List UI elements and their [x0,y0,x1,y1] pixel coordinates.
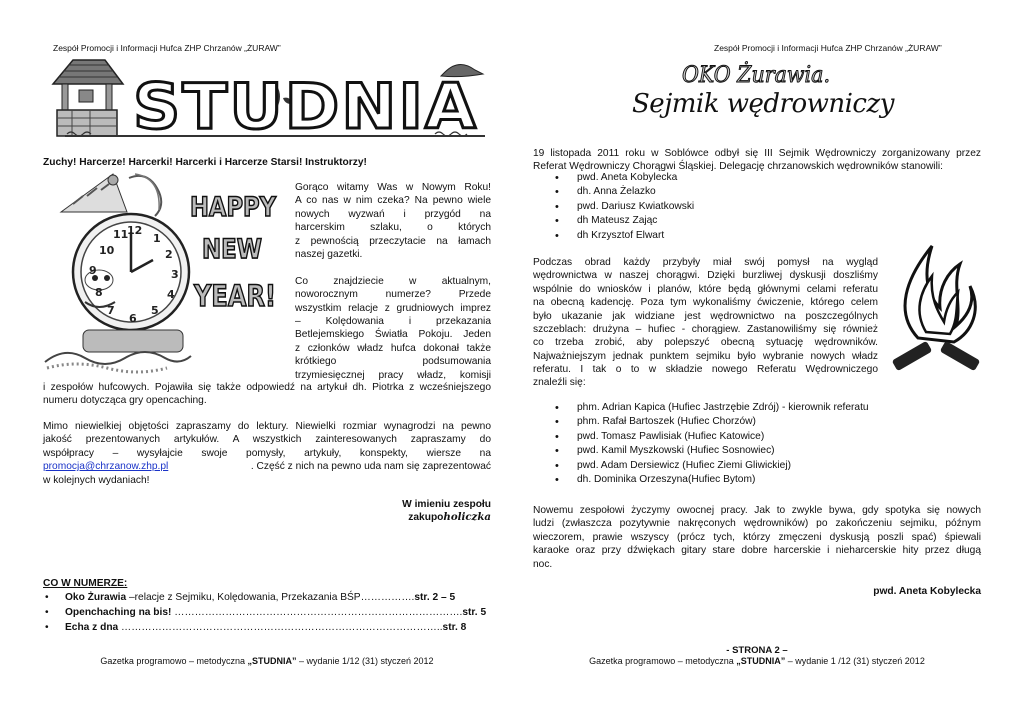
text-line: nowych wyzwań i przygód na [295,208,491,220]
toc-item [43,620,491,635]
toc-item [43,590,491,605]
referat-members-list [533,401,973,487]
text-line: co trzeba zrobić, aby polepszyć obecną sytuację wędrowników. [533,337,878,349]
year-word: YEAR! [193,279,276,313]
clock-number: 3 [171,268,179,281]
toc-page: str. 5 [462,607,487,619]
text-span: . Część z nich na pewno uda nam się zaprezentować [250,461,491,473]
toc-dots: …………………………………………………………………………. [171,607,463,619]
list-item: • pwd. Aneta Kobylecka [533,171,973,185]
text-line: referatu. I tak o to w składzie nowego Referatu Wędrowniczego [533,364,878,375]
toc-page: str. 8 [442,622,467,634]
text-line: naszej gazetki. [295,249,363,261]
kicker-text: OKO Żurawia. [682,63,840,88]
clock-number: 8 [95,286,103,299]
signature-italic: holiczka [443,511,491,524]
campfire-illustration [888,242,982,382]
happy-word: HAPPY [190,192,277,223]
article-author: pwd. Aneta Kobylecka [873,586,981,597]
footer-text: – wydanie 1/12 (31) styczeń 2012 [296,656,434,666]
clock-number: 11 [113,228,129,241]
toc-item [43,605,491,620]
article-intro [533,147,981,174]
clock-number: 1 [153,232,161,245]
list-item: • phm. Adrian Kapica (Hufiec Jastrzębie Zdrój) - kierownik referatu [533,401,973,415]
studnia-masthead [45,54,490,146]
signature-line [291,511,491,524]
campfire-icon [888,242,982,382]
left-header: Zespół Promocji i Informacji Hufca ZHP Chrzanów „ŻURAW” [53,43,281,53]
text-line [295,261,491,274]
text-line: noworocznym numerze? Przede [295,289,491,301]
footer-bold: „STUDNIA” [736,656,786,666]
happy-new-year-lettering [188,184,280,318]
toc-dots: ………………………………………………………………………………….. [118,622,443,634]
oko-zurawia-logo [680,58,840,88]
toc-desc: –relacje z Sejmiku, Kolędowania, Przekazania BŚP [126,592,361,604]
text-line: w kolejnych wydaniach! [43,474,150,486]
invitation-paragraph [43,420,491,487]
text-line: współpracy – wysyłajcie swoje pomysły, artykuły, konspekty, wiersze na [43,447,491,459]
toc-page: str. 2 – 5 [414,592,456,604]
signature-text: zakupo [408,512,444,524]
list-item: • pwd. Tomasz Pawlisiak (Hufiec Katowice) [533,430,973,444]
clock-number: 7 [107,304,115,317]
clock-icon [43,172,193,372]
text-line: Mimo niewielkiej objętości zapraszamy do lektury. Niewielki rozmiar wynagrodzi na pewno [43,421,491,432]
happy-new-year-icon [188,184,280,318]
text-line: na obecną kadencję. Poza tym wykonaliśmy ćwiczenie, którego celem [533,297,878,309]
text-line: z pewnością przeczytacie na łamach [295,235,491,247]
list-item: • dh Krzysztof Elwart [533,229,973,243]
footer-text: – wydanie 1 /12 (31) styczeń 2012 [785,656,925,666]
text-line: Nowemu zespołowi życzymy owocnej pracy. Jak to zwykle bywa, gdy spotyka się nowych [533,505,981,516]
text-line: numeru dotycząca gry opencaching. [43,395,207,407]
table-of-contents [43,577,491,635]
text-line: jakość prezentowanych artykułów. A wszystkich zainteresowanych zapraszamy do [43,434,491,446]
text-line: ludzi (zwłaszcza pozytywnie nakręconych wędrowników) po zakończeniu sejmiku, późnym [533,518,981,530]
text-line: szczeblach: drużyna – hufiec - chorągiew. Zastanowiliśmy się również [533,324,878,336]
intro-continuation [43,381,491,408]
delegates-list [533,171,973,243]
clock-number: 2 [165,248,173,261]
clock-number: 4 [167,288,175,301]
toc-name: Echa z dna [65,622,119,634]
text-line: Referat Wędrowniczy Chorągwi Śląskiej. Delegację chrzanowskich wędrowników stanowili: [533,161,943,173]
well-logo-icon [45,54,490,146]
right-header: Zespół Promocji i Informacji Hufca ZHP Chrzanów „ŻURAW” [714,43,942,53]
text-line: – Kolędowania i przekazania [295,316,491,328]
email-link[interactable]: promocja@chrzanow.zhp.pl [43,461,169,473]
text-line: wspólnie do wniosków i planów, które będą głównymi celami referatu [533,283,878,295]
clock-number: 6 [129,312,137,325]
greeting-line: Zuchy! Harcerze! Harcerki! Harcerki i Harcerze Starsi! Instruktorzy! [43,157,367,168]
text-line: Betlejemskiego Światła Pokoju. Jeden [295,329,491,341]
footer-text: Gazetka programowo – metodyczna [589,656,737,666]
text-line: harcerskim szlaku, o których [295,222,491,234]
text-line: z członków władz hufca dokonał także [295,342,491,354]
text-line: było ukazanie jak widziane jest wędrownictwo na poszczególnych [533,310,878,322]
toc-title: CO W NUMERZE: [43,578,128,589]
oko-zurawia-icon [680,58,840,88]
text-line: karaoke oraz przy dźwiękach gitary stare dobre harcerskie i nieharcerskie hity przez długą [533,545,981,557]
text-line: i zespołów hufcowych. Pojawiła się także odpowiedź na artykuł dh. Piotrka z wcześniejszego [43,382,491,393]
clock-number: 10 [99,244,115,257]
signature-line: W imieniu zespołu [402,499,491,510]
toc-dots: ……………. [360,592,415,604]
text-line: wędrownictwa w naszej chorągwi. Dzięki burzliwej dyskusji doszliśmy [533,270,878,282]
text-line: Najważniejszym jednak punktem sejmiku było wybranie nowych władz [533,350,878,362]
clock-number: 5 [151,304,159,317]
toc-name: Oko Żurawia [65,592,127,604]
page-number: - STRONA 2 – [726,645,788,656]
toc-name: Openchaching na bis! [65,607,172,619]
list-item: • pwd. Adam Dersiewicz (Hufiec Ziemi Gliwickiej) [533,459,973,473]
list-item: • pwd. Kamil Myszkowski (Hufiec Sosnowiec) [533,444,973,458]
text-line: krótkiego podsumowania [295,356,491,368]
list-item: • phm. Rafał Bartoszek (Hufiec Chorzów) [533,415,973,429]
text-line: Co znajdziecie w aktualnym, [295,275,491,287]
list-item: • dh Mateusz Zając [533,214,973,228]
text-line: A co nas w nim czeka? Na pewno wiele [295,195,491,207]
text-line: 19 listopada 2011 roku w Soblówce odbył się III Sejmik Wędrowniczy zorganizowany przez [533,148,981,159]
new-word: NEW [202,234,262,265]
list-item: • dh. Anna Żelazko [533,185,973,199]
toc-list [43,590,491,635]
footer-bold: „STUDNIA” [247,656,297,666]
clock-number: 9 [89,264,97,277]
signature-block [291,498,491,525]
list-item: • dh. Dominika Orzeszyna(Hufiec Bytom) [533,473,973,487]
clock-number: 12 [127,224,143,237]
text-line: Gorąco witamy Was w Nowym Roku! [295,182,491,193]
list-item: • pwd. Dariusz Kwiatkowski [533,200,973,214]
text-line: noc. [533,558,553,570]
left-footer [43,656,491,666]
article-body-end [533,363,878,390]
new-year-clock-illustration [43,172,193,372]
right-footer [533,656,981,666]
masthead-title: STUDNIA [133,70,478,143]
article-title: Sejmik wędrowniczy [632,89,894,119]
footer-text: Gazetka programowo – metodyczna [100,656,248,666]
text-line: wszystkim relacje z grudniowych imprez [295,302,491,314]
text-line: trzymiesięcznej pracy władz, komisji [295,369,491,381]
text-line [43,460,491,473]
text-line: wieczorem, prawie wszyscy (prócz tych, którzy zmęczeni dyskusją poszli spać) śpiewali [533,531,981,543]
text-line: Podczas obrad każdy przybyły miał swój pomysł na wygląd [533,257,878,268]
article-body [533,256,878,363]
closing-paragraph [533,504,981,571]
text-line: znaleźli się: [533,377,586,389]
intro-wrap-column [295,181,491,382]
